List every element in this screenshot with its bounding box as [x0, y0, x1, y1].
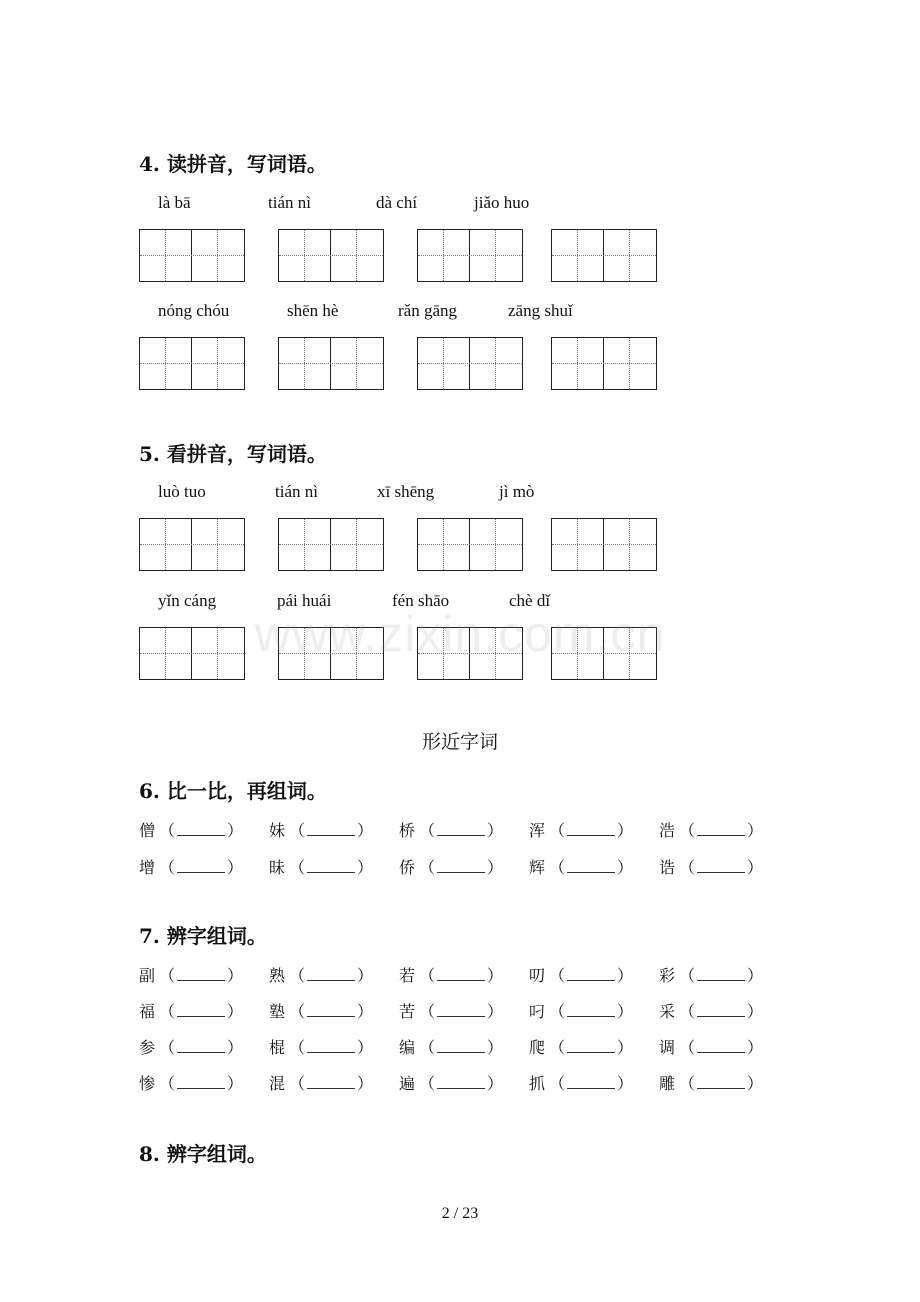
answer-blank[interactable]: [177, 1038, 225, 1053]
paren-open: （: [159, 1002, 176, 1021]
char: 编: [399, 1038, 416, 1057]
pinyin-label: tián nì: [275, 482, 318, 501]
char-compare-item: [659, 1071, 763, 1094]
char: 若: [399, 966, 416, 985]
paren-close: ）: [747, 821, 764, 840]
paren-open: （: [419, 966, 436, 985]
answer-blank[interactable]: [177, 1074, 225, 1089]
paren-open: （: [159, 966, 176, 985]
paren-open: （: [289, 1002, 306, 1021]
answer-blank[interactable]: [697, 821, 745, 836]
writing-grid[interactable]: [278, 229, 384, 282]
pinyin-label: dà chí: [376, 193, 418, 212]
char-compare-item: [399, 818, 503, 841]
answer-blank[interactable]: [567, 1074, 615, 1089]
answer-blank[interactable]: [697, 1038, 745, 1053]
paren-open: （: [419, 821, 436, 840]
paren-close: ）: [357, 1074, 374, 1093]
paren-open: （: [159, 1074, 176, 1093]
paren-close: ）: [617, 821, 634, 840]
q4-heading: 4. 读拼音，写词语。: [139, 152, 327, 176]
pinyin-label: shēn hè: [287, 301, 339, 320]
q7-heading: 7. 辨字组词。: [139, 924, 267, 948]
char: 增: [139, 858, 156, 877]
char: 抓: [529, 1074, 546, 1093]
char-compare-item: [399, 999, 503, 1022]
paren-open: （: [159, 858, 176, 877]
char-compare-item: [659, 818, 763, 841]
char-compare-item: [269, 818, 373, 841]
char: 叨: [529, 966, 546, 985]
paren-open: （: [679, 821, 696, 840]
pinyin-label: luò tuo: [158, 482, 206, 501]
paren-open: （: [549, 821, 566, 840]
char: 遍: [399, 1074, 416, 1093]
writing-grid[interactable]: [417, 337, 523, 390]
char: 惨: [139, 1074, 156, 1093]
answer-blank[interactable]: [437, 1002, 485, 1017]
char-compare-item: [139, 818, 243, 841]
char: 辉: [529, 858, 546, 877]
answer-blank[interactable]: [567, 858, 615, 873]
paren-close: ）: [617, 1038, 634, 1057]
answer-blank[interactable]: [697, 966, 745, 981]
answer-blank[interactable]: [177, 1002, 225, 1017]
writing-grid[interactable]: [139, 337, 245, 390]
paren-open: （: [679, 966, 696, 985]
pinyin-label: nóng chóu: [158, 301, 230, 320]
answer-blank[interactable]: [307, 821, 355, 836]
paren-open: （: [679, 1002, 696, 1021]
pinyin-label: xī shēng: [377, 482, 435, 501]
char-compare-item: [399, 1071, 503, 1094]
char: 妹: [269, 821, 286, 840]
paren-close: ）: [487, 1074, 504, 1093]
q5-heading: 5. 看拼音，写词语。: [139, 442, 327, 466]
paren-open: （: [419, 1074, 436, 1093]
answer-blank[interactable]: [307, 1074, 355, 1089]
writing-grid[interactable]: [417, 229, 523, 282]
paren-open: （: [419, 1038, 436, 1057]
paren-close: ）: [357, 966, 374, 985]
paren-close: ）: [357, 1002, 374, 1021]
paren-close: ）: [747, 1002, 764, 1021]
paren-close: ）: [617, 966, 634, 985]
paren-open: （: [679, 1038, 696, 1057]
paren-close: ）: [227, 821, 244, 840]
paren-open: （: [159, 821, 176, 840]
paren-close: ）: [227, 1074, 244, 1093]
char: 叼: [529, 1002, 546, 1021]
paren-close: ）: [357, 858, 374, 877]
pinyin-label: fén shāo: [392, 591, 450, 610]
char: 福: [139, 1002, 156, 1021]
char: 副: [139, 966, 156, 985]
char: 彩: [659, 966, 676, 985]
writing-grid[interactable]: [139, 229, 245, 282]
answer-blank[interactable]: [567, 966, 615, 981]
char: 浑: [529, 821, 546, 840]
writing-grid[interactable]: [551, 337, 657, 390]
char-compare-item: [269, 1071, 373, 1094]
paren-close: ）: [747, 1074, 764, 1093]
answer-blank[interactable]: [567, 821, 615, 836]
char-compare-item: [139, 1071, 243, 1094]
pinyin-label: yǐn cáng: [158, 591, 217, 610]
pinyin-label: jì mò: [499, 482, 535, 501]
writing-grid[interactable]: [278, 518, 384, 571]
paren-close: ）: [227, 1038, 244, 1057]
paren-open: （: [549, 858, 566, 877]
char-compare-item: [529, 1071, 633, 1094]
paren-close: ）: [487, 1002, 504, 1021]
char-compare-item: [529, 999, 633, 1022]
pinyin-label: zāng shuǐ: [508, 301, 573, 320]
char: 浩: [659, 821, 676, 840]
paren-open: （: [289, 966, 306, 985]
answer-blank[interactable]: [177, 966, 225, 981]
char-compare-item: [269, 1035, 373, 1058]
answer-blank[interactable]: [437, 1074, 485, 1089]
char: 熟: [269, 966, 286, 985]
answer-blank[interactable]: [307, 1002, 355, 1017]
char-compare-item: [399, 1035, 503, 1058]
char: 混: [269, 1074, 286, 1093]
paren-close: ）: [617, 1074, 634, 1093]
char: 采: [659, 1002, 676, 1021]
char-compare-item: [529, 963, 633, 986]
paren-close: ）: [747, 966, 764, 985]
char: 桥: [399, 821, 416, 840]
answer-blank[interactable]: [567, 1038, 615, 1053]
q6-heading: 6. 比一比，再组词。: [139, 779, 327, 803]
char: 调: [659, 1038, 676, 1057]
char-compare-item: [659, 1035, 763, 1058]
paren-open: （: [549, 966, 566, 985]
pinyin-label: rǎn gāng: [398, 301, 458, 320]
char-compare-item: [529, 818, 633, 841]
char: 僧: [139, 821, 156, 840]
answer-blank[interactable]: [177, 858, 225, 873]
char: 参: [139, 1038, 156, 1057]
writing-grid[interactable]: [551, 229, 657, 282]
char: 诰: [659, 858, 676, 877]
char: 雕: [659, 1074, 676, 1093]
writing-grid[interactable]: [551, 518, 657, 571]
char-compare-item: [139, 1035, 243, 1058]
paren-open: （: [289, 1038, 306, 1057]
char-compare-item: [659, 999, 763, 1022]
pinyin-label: jiǎo huo: [474, 193, 530, 212]
writing-grid[interactable]: [417, 518, 523, 571]
paren-open: （: [549, 1002, 566, 1021]
char-compare-item: [659, 963, 763, 986]
paren-open: （: [159, 1038, 176, 1057]
char-compare-item: [139, 963, 243, 986]
char-compare-item: [269, 855, 373, 878]
paren-close: ）: [747, 858, 764, 877]
pinyin-label: pái huái: [277, 591, 332, 610]
answer-blank[interactable]: [307, 966, 355, 981]
pinyin-label: tián nì: [268, 193, 311, 212]
char-compare-item: [399, 963, 503, 986]
answer-blank[interactable]: [697, 1074, 745, 1089]
answer-blank[interactable]: [177, 821, 225, 836]
paren-open: （: [289, 1074, 306, 1093]
paren-open: （: [419, 1002, 436, 1021]
answer-blank[interactable]: [437, 858, 485, 873]
answer-blank[interactable]: [697, 858, 745, 873]
char-compare-item: [529, 1035, 633, 1058]
char: 棍: [269, 1038, 286, 1057]
answer-blank[interactable]: [307, 1038, 355, 1053]
writing-grid[interactable]: [139, 518, 245, 571]
char: 爬: [529, 1038, 546, 1057]
pinyin-label: là bā: [158, 193, 191, 212]
char-compare-item: [269, 999, 373, 1022]
char-compare-item: [399, 855, 503, 878]
paren-close: ）: [617, 858, 634, 877]
watermark: www.zixin.com.cn: [254, 606, 666, 662]
paren-close: ）: [357, 821, 374, 840]
paren-close: ）: [357, 1038, 374, 1057]
answer-blank[interactable]: [697, 1002, 745, 1017]
char-compare-item: [139, 999, 243, 1022]
char-compare-item: [659, 855, 763, 878]
paren-open: （: [419, 858, 436, 877]
paren-open: （: [549, 1038, 566, 1057]
pinyin-label: chè dǐ: [509, 591, 551, 610]
answer-blank[interactable]: [437, 821, 485, 836]
paren-open: （: [289, 858, 306, 877]
paren-close: ）: [487, 1038, 504, 1057]
paren-close: ）: [487, 966, 504, 985]
answer-blank[interactable]: [307, 858, 355, 873]
paren-close: ）: [227, 858, 244, 877]
paren-open: （: [549, 1074, 566, 1093]
answer-blank[interactable]: [437, 966, 485, 981]
page-number: 2 / 23: [441, 1205, 479, 1222]
char: 塾: [269, 1002, 286, 1021]
char: 昧: [269, 858, 286, 877]
paren-close: ）: [617, 1002, 634, 1021]
paren-close: ）: [227, 1002, 244, 1021]
section-title: 形近字词: [421, 731, 498, 753]
paren-close: ）: [227, 966, 244, 985]
writing-grid[interactable]: [278, 337, 384, 390]
paren-open: （: [679, 1074, 696, 1093]
char-compare-item: [529, 855, 633, 878]
paren-close: ）: [487, 821, 504, 840]
char: 侨: [399, 858, 416, 877]
paren-close: ）: [747, 1038, 764, 1057]
char-compare-item: [139, 855, 243, 878]
q8-heading: 8. 辨字组词。: [139, 1142, 267, 1166]
paren-close: ）: [487, 858, 504, 877]
answer-blank[interactable]: [437, 1038, 485, 1053]
paren-open: （: [289, 821, 306, 840]
paren-open: （: [679, 858, 696, 877]
char: 苦: [399, 1002, 416, 1021]
answer-blank[interactable]: [567, 1002, 615, 1017]
char-compare-item: [269, 963, 373, 986]
